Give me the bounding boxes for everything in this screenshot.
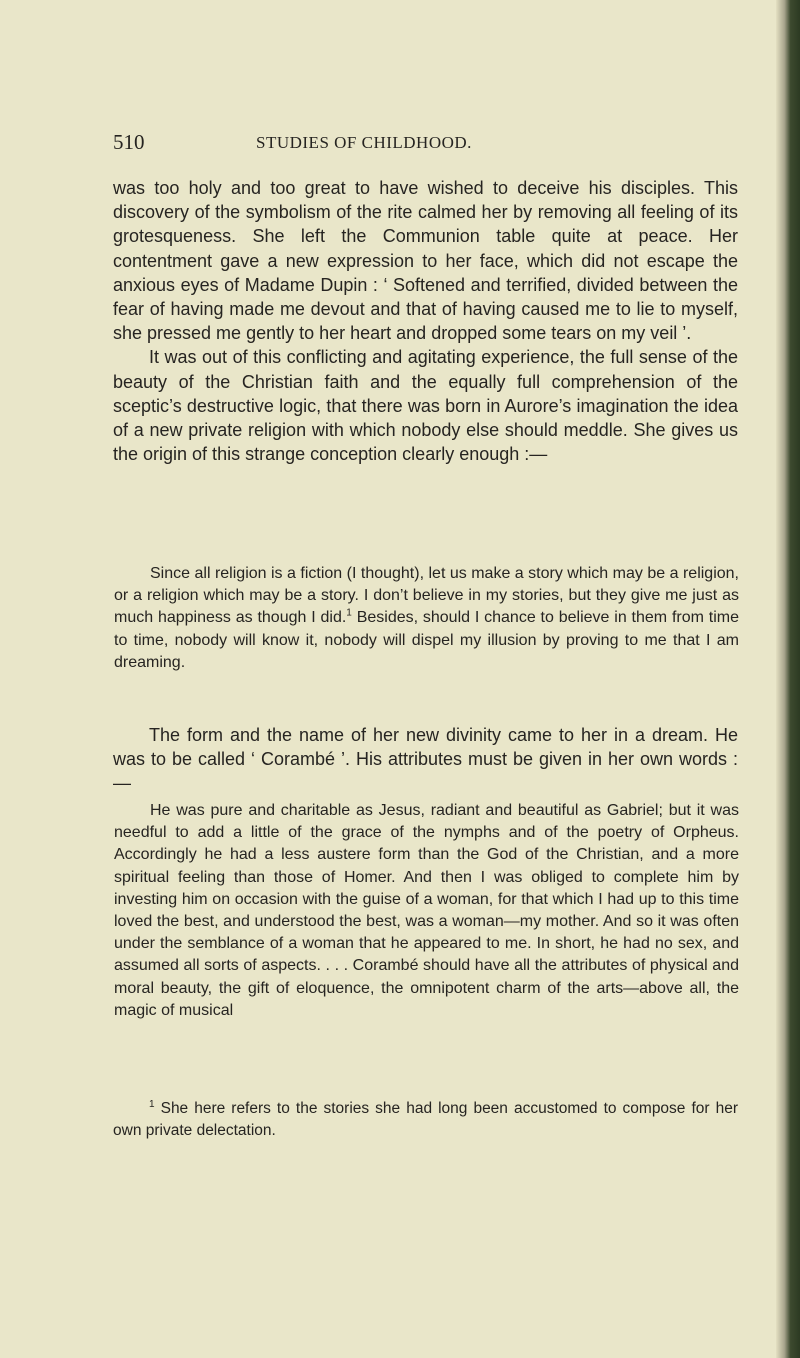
footnote-reference: 1 bbox=[346, 608, 352, 620]
block-quote-2-text: He was pure and charitable as Jesus, radiant and beautiful as Gabriel; but it was needful to add a little of the grace of the nymphs and of the poetry of Orpheus. Accordingly he had a less austere form than the God of the Christian, and a more spiritual feeling than those of Homer. And then I was obliged to complete him by investing him on occasion with the guise of a woman, for that which I had up to this time loved the best, and understood the best, was a woman—my mother. And so it was often under the semblance of a woman that he appeared to me. In short, he had no sex, and assumed all sorts of aspects. . . . Corambé should have all the attributes of physical and moral beauty, the gift of eloquence, the omnipotent charm of the arts—above all, the magic of musical bbox=[114, 802, 739, 1019]
quote1-part-a: Since all religion is a fiction (I thought), let us make a story which may be a religion, or a religion which may be a story. I don’t believe in my stories, but they give me just as much happiness as though I did. bbox=[114, 565, 739, 627]
main-text-top bbox=[113, 176, 738, 466]
quote1-part-b: Besides, should I chance to believe in them from time to time, nobody will know it, nobody will dispel my illusion by proving to me that I am dreaming. bbox=[114, 609, 739, 671]
page-edge bbox=[776, 0, 800, 1358]
block-quote-1-text bbox=[114, 563, 739, 674]
footnote-body: She here refers to the stories she had long been accustomed to compose for her own private delectation. bbox=[113, 1100, 738, 1139]
block-quote-2 bbox=[114, 800, 739, 1022]
paragraph-1: was too holy and too great to have wished to deceive his disciples. This discovery of the symbolism of the rite calmed her by removing all feeling of its grotesqueness. She left the Communion table quite at peace. Her contentment gave a new expression to her face, which did not escape the anxious eyes of Madame Dupin : ‘ Softened and terrified, divided between the fear of having made me devout and that of having caused me to lie to myself, she pressed me gently to her heart and dropped some tears on my veil ’. bbox=[113, 178, 738, 344]
footnote-mark: 1 bbox=[149, 1098, 155, 1110]
block-quote-1 bbox=[114, 563, 739, 674]
main-text-middle bbox=[113, 723, 738, 796]
footnote-text bbox=[113, 1098, 738, 1142]
page-number: 510 bbox=[113, 130, 145, 154]
running-head: STUDIES OF CHILDHOOD. bbox=[256, 133, 472, 152]
paragraph-2: It was out of this conflicting and agitating experience, the full sense of the beauty of the Christian faith and the equally full comprehension of the sceptic’s destructive logic, that there was born in Aurore’s imagination the idea of a new private religion with which nobody else should meddle. She gives us the origin of this strange conception clearly enough :— bbox=[113, 347, 738, 465]
running-header bbox=[113, 130, 713, 158]
paragraph-3: The form and the name of her new divinity came to her in a dream. He was to be called ‘ Corambé ’. His attributes must be given in her own words :— bbox=[113, 725, 738, 794]
footnote bbox=[113, 1098, 738, 1142]
